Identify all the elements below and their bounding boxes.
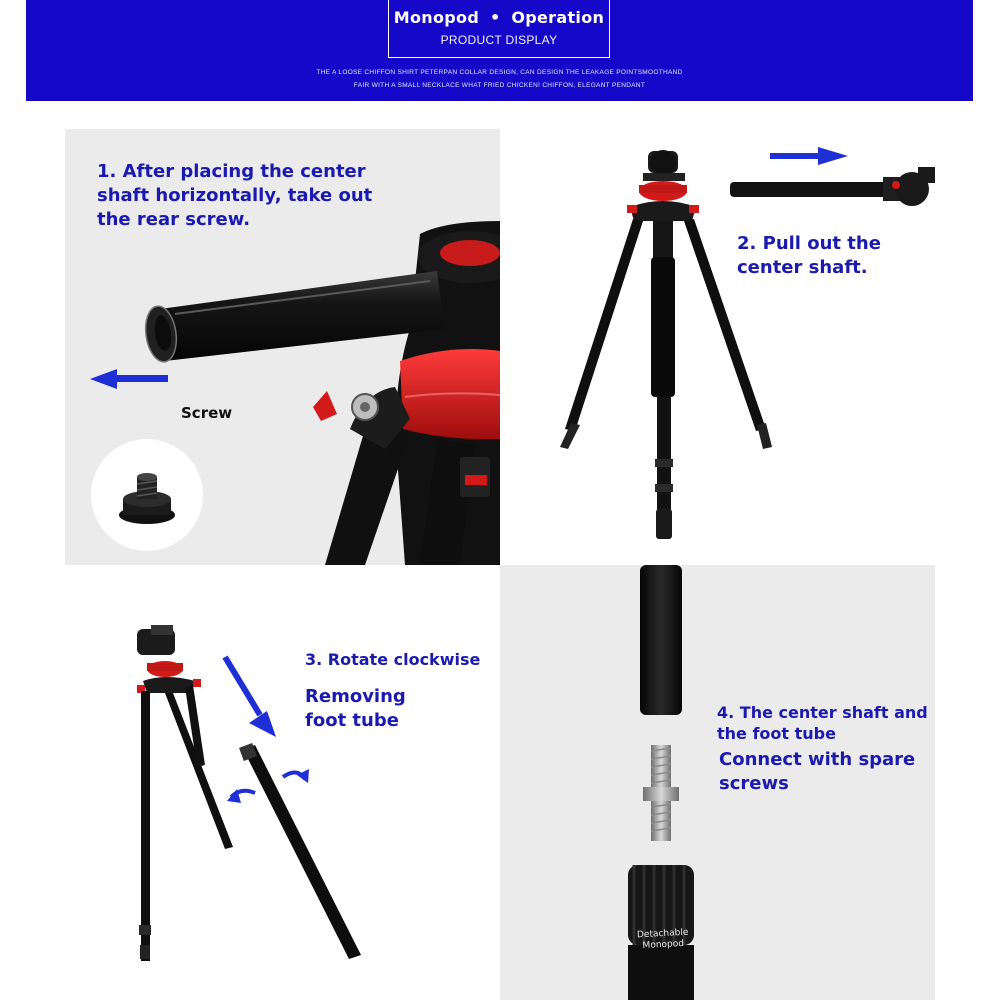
banner-fine-print-line-1: THE A LOOSE CHIFFON SHIRT PETERPAN COLLAR DESIGN, CAN DESIGN THE LEAKAGE POINTSMOOTHAND	[316, 69, 683, 76]
arrow-left-icon	[90, 369, 168, 389]
banner-title	[389, 8, 609, 27]
step-3-title: 3. Rotate clockwise	[305, 650, 481, 669]
foot-tube-text-1: Detachable	[636, 927, 689, 941]
foot-tube-text-2: Monopod	[642, 938, 685, 951]
step-1-panel	[65, 129, 500, 565]
step-3-panel	[65, 565, 500, 1000]
banner-fine-print-line-2: FAIR WITH A SMALL NECKLACE WHAT FRIED CHICKEN! CHIFFON, ELEGANT PENDANT	[353, 82, 646, 89]
banner-subtitle: PRODUCT DISPLAY	[440, 33, 558, 47]
step-2-panel	[500, 129, 935, 565]
arrow-right-icon	[770, 147, 848, 165]
banner-title-separator: •	[489, 8, 501, 27]
screw-label: Screw	[181, 404, 233, 422]
foot-tube-engraving	[632, 927, 693, 952]
step-2-text	[737, 232, 881, 280]
banner-title-box	[388, 0, 610, 58]
step-3-subtext	[305, 685, 406, 733]
header-banner	[26, 0, 973, 101]
step-2-line-1: 2. Pull out the	[737, 233, 881, 254]
step-4-subtext	[719, 748, 915, 796]
step-2-line-2: center shaft.	[737, 256, 868, 278]
step-4-line-4: screws	[719, 772, 789, 794]
step-4-line-3: Connect with spare	[719, 749, 916, 770]
step-3-line-2: Removing	[305, 686, 406, 707]
step-2-illustration	[500, 129, 935, 565]
step-4-line-1: 4. The center shaft and	[717, 703, 928, 722]
step-3-illustration	[65, 565, 500, 1000]
step-4-panel	[500, 565, 935, 1000]
step-1-text	[97, 160, 372, 231]
banner-title-left: Monopod	[393, 8, 480, 27]
step-3-line-3: foot tube	[305, 709, 399, 731]
screw-inset-image	[91, 439, 203, 551]
step-4-line-2: the foot tube	[717, 724, 836, 744]
arrow-down-icon	[225, 657, 276, 737]
step-1-line-3: the rear screw.	[97, 208, 251, 230]
step-1-line-1: 1. After placing the center	[97, 161, 366, 182]
step-1-line-2: shaft horizontally, take out	[97, 184, 373, 206]
banner-title-right: Operation	[511, 8, 605, 27]
step-4-title	[717, 702, 928, 744]
